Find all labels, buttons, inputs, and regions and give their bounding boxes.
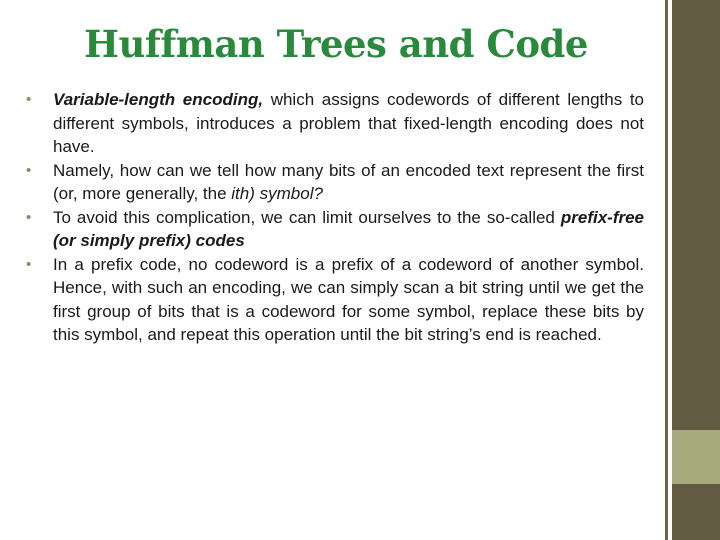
bullet-text xyxy=(53,206,644,253)
body-text: Namely, how can we tell how many bits of an encoded text represent the first (or, more generally, the xyxy=(53,160,644,203)
bullet-icon: • xyxy=(26,208,32,226)
bullet-item xyxy=(26,88,644,159)
bullet-icon: • xyxy=(26,161,32,179)
bullet-item xyxy=(26,206,644,253)
side-divider-line xyxy=(665,0,668,540)
bullet-text: In a prefix code, no codeword is a prefix of a codeword of another symbol. Hence, with such an encoding, we can simply scan a bit string until we get the first group of bits that is a codeword for some symbol, replace these bits by this symbol, and repeat this operation until the bit string’s end is reached. xyxy=(53,254,644,344)
bullet-text xyxy=(53,159,644,206)
emphasis-text: prefix-free (or simply prefix) codes xyxy=(53,207,644,250)
bullet-text xyxy=(53,88,644,159)
bullet-list xyxy=(26,88,644,347)
emphasis-text: Variable-length encoding, xyxy=(53,90,264,109)
slide-title: Huffman Trees and Code xyxy=(84,22,588,66)
side-accent-block xyxy=(672,430,720,484)
bullet-item xyxy=(26,159,644,206)
bullet-icon: • xyxy=(26,255,32,273)
body-text: To avoid this complication, we can limit ourselves to the so-called xyxy=(53,207,561,227)
bullet-item xyxy=(26,253,644,347)
bullet-icon: • xyxy=(26,91,32,108)
body-text: which assigns codewords of different lengths to different symbols, introduces a problem that fixed-length encoding does not have. xyxy=(53,90,645,156)
italic-text: ith) symbol? xyxy=(231,184,323,203)
